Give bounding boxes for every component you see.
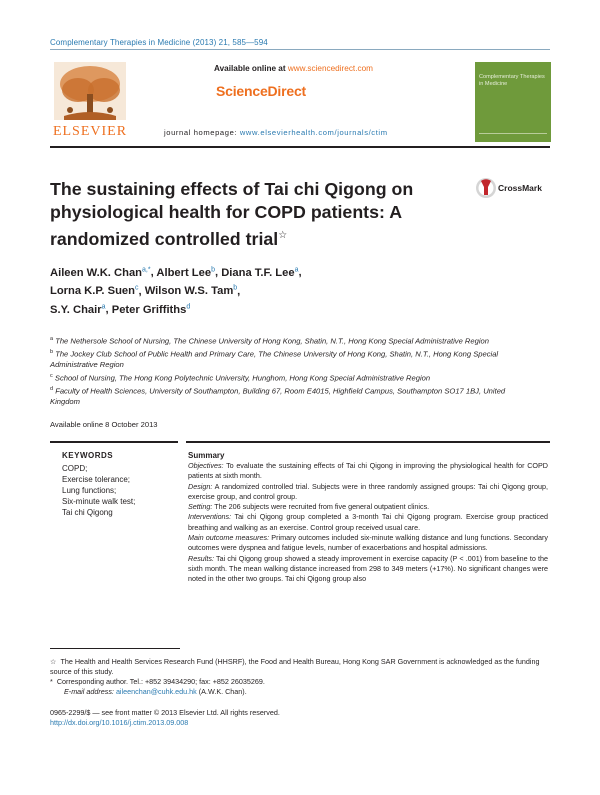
elsevier-wordmark: ELSEVIER <box>52 124 128 139</box>
summary-paragraph: Objectives: To evaluate the sustaining effects of Tai chi Qigong in improving the physiological health for COPD patients at sixth month. <box>188 461 548 481</box>
journal-homepage-line <box>164 128 388 137</box>
summary-paragraph: Main outcome measures: Primary outcomes included six-minute walking distance and lung functions. Secondary outcomes were dyspnea and fatigue levels, number of exacerbations and hospital admissions. <box>188 533 548 553</box>
summary-paragraph: Setting: The 206 subjects were recruited from five general outpatient clinics. <box>188 502 430 512</box>
copyright-line: 0965-2299/$ — see front matter © 2013 Elsevier Ltd. All rights reserved. <box>50 708 280 717</box>
keyword-item: Tai chi Qigong <box>62 508 113 517</box>
sciencedirect-brand: ScienceDirect <box>216 83 307 99</box>
summary-paragraph: Interventions: Tai chi Qigong group completed a 3-month Tai chi Qigong program. Exercise group practiced breathing and walking as an exercise. Control group received usual care. <box>188 512 548 532</box>
header-rule <box>50 49 550 50</box>
author[interactable]: Albert Lee$^b$ <box>156 266 215 279</box>
email-footnote: E-mail address: aileenchan@cuhk.edu.hk (A.W.K. Chan). <box>64 687 247 696</box>
article-title <box>50 178 420 251</box>
copyright-block <box>50 708 280 728</box>
title-footnote-mark[interactable]: ☆ <box>278 230 288 241</box>
author[interactable]: Aileen W.K. Chan$^{a,*}$ <box>50 266 151 279</box>
journal-cover-title: Complementary Therapies in Medicine <box>479 74 545 87</box>
footnote-rule <box>50 648 180 649</box>
author[interactable]: Wilson W.S. Tam$^b$ <box>144 284 238 298</box>
summary-paragraph: Design: A randomized controlled trial. Subjects were in three randomly assigned groups: Tai chi Qigong group, exercise group, and control group. <box>188 481 548 501</box>
crossmark-label[interactable]: CrossMark <box>498 183 542 193</box>
funding-footnote: ☆ The Health and Health Services Research Fund (HHSRF), the Food and Health Bureau, Hong Kong SAR Government is acknowledged as the funding source of this study. <box>50 657 540 676</box>
affiliation-item: $^d$ Faculty of Health Sciences, University of Southampton, Building 67, Room E4015, Highfield Campus, Southampton SO17 1BJ, United Kingdom <box>50 385 506 406</box>
author[interactable]: Lorna K.P. Suen$^c$ <box>50 284 139 298</box>
keyword-item: Lung functions; <box>62 486 117 495</box>
keyword-item: Six-minute walk test; <box>62 497 136 506</box>
affiliations <box>50 334 520 407</box>
article-title-text: The sustaining effects of Tai chi Qigong on physiological health for COPD patients: A randomized controlled trial <box>50 179 414 249</box>
journal-cover-rule <box>479 133 547 134</box>
keyword-item: COPD; <box>62 464 88 473</box>
author[interactable]: Diana T.F. Lee$^a$ <box>221 266 299 279</box>
doi-link[interactable]: http://dx.doi.org/10.1016/j.ctim.2013.09.008 <box>50 718 189 727</box>
keywords-list <box>62 463 135 518</box>
journal-reference[interactable]: Complementary Therapies in Medicine (2013) 21, 585—594 <box>50 38 268 47</box>
author-list: Aileen W.K. Chan$^{a,*}$, Albert Lee$^b$, Diana T.F. Lee$^a$, Lorna K.P. Suen$^c$, Wilson W.S. Tam$^b$, S.Y. Chair$^a$, Peter Griffiths$^d$ <box>50 266 302 317</box>
sciencedirect-url-link[interactable]: www.sciencedirect.com <box>287 64 373 73</box>
available-online-line <box>214 64 373 73</box>
keywords-heading: KEYWORDS <box>62 451 114 460</box>
footnotes <box>50 657 550 697</box>
author[interactable]: S.Y. Chair$^a$ <box>50 303 106 317</box>
summary-body <box>188 461 548 585</box>
masthead-rule <box>50 146 550 148</box>
affiliation-item: $^b$ The Jockey Club School of Public Health and Primary Care, The Chinese University of Hong Kong, Shatin, N.T., Hong Kong Special Administrative Region <box>50 349 499 370</box>
affiliation-item: $^c$ School of Nursing, The Hong Kong Polytechnic University, Hunghom, Hong Kong Special Administrative Region <box>50 372 431 383</box>
summary-paragraph: Results: Tai chi Qigong group showed a steady improvement in exercise capacity (P < .001) from baseline to the sixth month. The mean walking distance increased from 298 to 349 meters (+17%). No significant changes were noted in the other two groups. Tai chi Qigong group also <box>188 553 548 584</box>
affiliation-item: $^a$ The Nethersole School of Nursing, The Chinese University of Hong Kong, Shatin, N.T., Hong Kong Special Administrative Region <box>50 336 489 346</box>
summary-heading: Summary <box>188 451 225 460</box>
available-online-prefix: Available online at <box>214 64 288 73</box>
corresponding-footnote: * Corresponding author. Tel.: +852 39434290; fax: +852 26035269. <box>50 677 265 686</box>
journal-homepage-link[interactable]: www.elsevierhealth.com/journals/ctim <box>239 128 388 137</box>
author[interactable]: Peter Griffiths$^d$ <box>111 303 191 317</box>
keyword-item: Exercise tolerance; <box>62 475 131 484</box>
journal-homepage-prefix: journal homepage: <box>164 128 240 137</box>
email-link[interactable]: aileenchan@cuhk.edu.hk <box>115 687 197 696</box>
available-online-date: Available online 8 October 2013 <box>50 420 158 429</box>
crossmark-icon[interactable] <box>475 177 497 199</box>
